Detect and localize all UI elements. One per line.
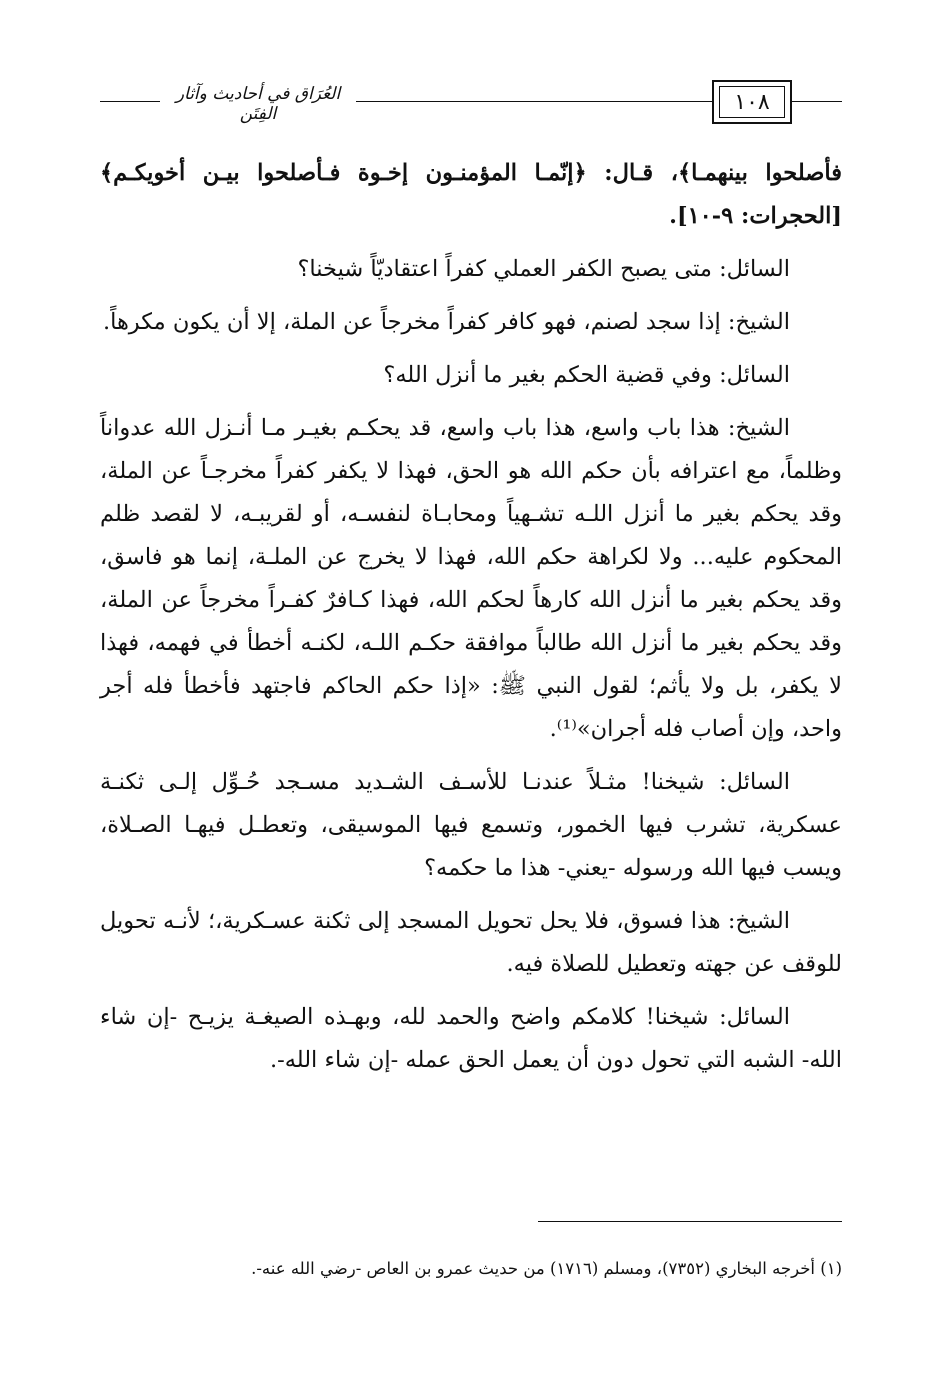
paragraph-answer: الشيخ: هذا فسوق، فلا يحل تحويل المسجد إلى ثكنة عسـكرية،؛ لأنـه تحويل للوقف عن جهته وتعطيل للصلاة فيه. <box>100 908 842 977</box>
paragraph-answer: الشيخ: إذا سجد لصنم، فهو كافر كفراً مخرجاً عن الملة، إلا أن يكون مكرهاً. <box>102 309 790 335</box>
paragraph-question: السائل: وفي قضية الحكم بغير ما أنزل الله؟ <box>383 362 790 388</box>
paragraph-question: السائل: شيخنا! مثـلاً عندنـا للأسـف الشـديد مسـجد حُـوِّل إلـى ثكنـة عسكرية، تشرب فيها الخمور، وتسمع فيها الموسيقى، وتعطـل فيهـا الصـلاة، ويسب فيها الله ورسوله -يعني- هذا ما حكمه؟ <box>100 769 842 881</box>
header-rule-right <box>792 101 842 102</box>
page-header <box>0 0 942 140</box>
book-title: العُرَاق في أحاديث وآثار الفِتَن <box>175 84 341 124</box>
page-number-box <box>712 80 792 124</box>
header-rule-middle <box>356 101 712 102</box>
page-number: ١٠٨ <box>719 86 785 118</box>
paragraph-question: السائل: متى يصبح الكفر العملي كفراً اعتقاديّاً شيخنا؟ <box>297 256 790 282</box>
footnote-divider <box>538 1221 842 1222</box>
header-rule-left <box>100 101 160 102</box>
footnote: (١) أخرجه البخاري (٧٣٥٢)، ومسلم (١٧١٦) من حديث عمرو بن العاص -رضي الله عنه-. <box>251 1259 842 1278</box>
paragraph-verse: فأصلحوا بينهمـا﴾، قـال: ﴿إنّمـا المؤمنـون إخـوة فـأصلحوا بيـن أخويكـم﴾ [الحجرات: ٩-١٠]. <box>100 160 842 229</box>
main-text <box>100 152 842 1092</box>
paragraph-answer: الشيخ: هذا باب واسع، هذا باب واسع، قد يحكـم بغيـر مـا أنـزل الله عدواناً وظلماً، مع اعترافه بأن حكم الله هو الحق، فهذا لا يكفر كفراً مخرجـاً عن الملة، وقد يحكم بغير ما أنزل اللـه تشـهياً ومحابـاة لنفسـه، أو لقريبـه، لا لقصد ظلم المحكوم عليه... ولا لكراهة حكم الله، فهذا لا يخرج عن الملـة، إنما هو فاسق، وقد يحكم بغير ما أنزل الله كارهاً لحكم الله، فهذا كـافرٌ كفـراً مخرجاً عن الملة، وقد يحكم بغير ما أنزل الله طالباً موافقة حكـم اللـه، لكنـه أخطأ في فهمه، فهذا لا يكفر، بل ولا يأثم؛ لقول النبي ﷺ: «إذا حكم الحاكم فاجتهد فأخطأ فله أجر واحد، وإن أصاب فله أجران»⁽¹⁾. <box>100 415 842 742</box>
paragraph-question: السائل: شيخنا! كلامكم واضح والحمد لله، وبهـذه الصيغـة يزيـح -إن شاء الله- الشبه التي تحول دون أن يعمل الحق عمله -إن شاء الله-. <box>100 1004 842 1073</box>
